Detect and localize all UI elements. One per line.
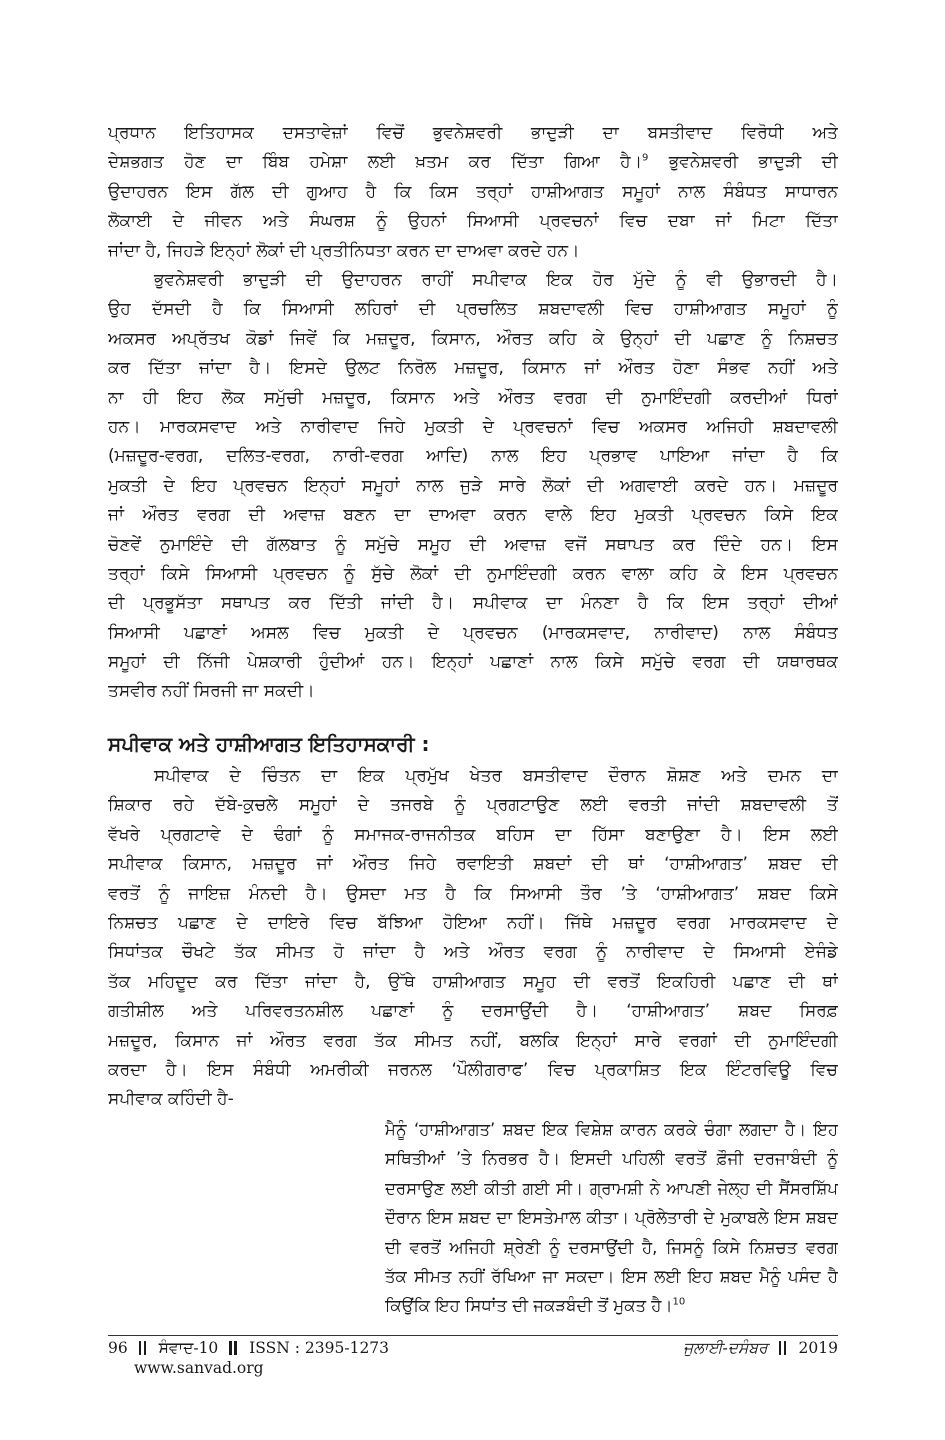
text-line: ਗਤੀਸ਼ੀਲ ਅਤੇ ਪਰਿਵਰਤਨਸ਼ੀਲ ਪਛਾਣਾਂ ਨੂੰ ਦਰਸਾਉਂਦੀ ਹੈ। ‘ਹਾਸ਼ੀਆਗਤ’ ਸ਼ਬਦ ਸਿਰਫ਼ [108,1001,838,1022]
text-line: ਜਾਂਦਾ ਹੈ, ਜਿਹੜੇ ਇਨ੍ਹਾਂ ਲੋਕਾਂ ਦੀ ਪ੍ਰਤੀਨਿਧਤਾ ਕਰਨ ਦਾ ਦਾਅਵਾ ਕਰਦੇ ਹਨ। [108,240,580,261]
issue-year: 2019 [798,1339,838,1357]
text-line: ਤਰ੍ਹਾਂ ਕਿਸੇ ਸਿਆਸੀ ਪ੍ਰਵਚਨ ਨੂੰ ਸੁੱਚੇ ਲੋਕਾਂ ਦੀ ਨੁਮਾਇੰਦਗੀ ਕਰਨ ਵਾਲਾ ਕਹਿ ਕੇ ਇਸ ਪ੍ਰਵਚਨ [108,563,838,584]
quote-line: ਤੱਕ ਸੀਮਤ ਨਹੀਂ ਰੱਖਿਆ ਜਾ ਸਕਦਾ। ਇਸ ਲਈ ਇਹ ਸ਼ਬਦ ਮੈਨੂੰ ਪਸੰਦ ਹੈ [385,1266,838,1286]
separator-bars-icon [139,1341,149,1355]
quote-line: ਦੌਰਾਨ ਇਸ ਸ਼ਬਦ ਦਾ ਇਸਤੇਮਾਲ ਕੀਤਾ। ਪ੍ਰੋਲੇਤਾਰੀ ਦੇ ਮੁਕਾਬਲੇ ਇਸ ਸ਼ਬਦ [385,1208,838,1228]
text-line: ਸ਼ਿਕਾਰ ਰਹੇ ਦੱਬੇ-ਕੁਚਲੇ ਸਮੂਹਾਂ ਦੇ ਤਜਰਬੇ ਨੂੰ ਪ੍ਰਗਟਾਉਣ ਲਈ ਵਰਤੀ ਜਾਂਦੀ ਸ਼ਬਦਾਵਲੀ ਤੋਂ [108,795,838,816]
paragraph-1 [108,119,838,266]
text-line: ਸਪੀਵਾਕ ਦੇ ਚਿੰਤਨ ਦਾ ਇਕ ਪ੍ਰਮੁੱਖ ਖੇਤਰ ਬਸਤੀਵਾਦ ਦੌਰਾਨ ਸ਼ੋਸ਼ਣ ਅਤੇ ਦਮਨ ਦਾ [154,766,838,786]
paragraph-2 [108,266,838,707]
text-line: ਸਪੀਵਾਕ ਕਹਿੰਦੀ ਹੈ- [108,1089,234,1110]
quote-line: ਸਥਿਤੀਆਂ ’ਤੇ ਨਿਰਭਰ ਹੈ। ਇਸਦੀ ਪਹਿਲੀ ਵਰਤੋਂ ਫ਼ੌਜੀ ਦਰਜਾਬੰਦੀ ਨੂੰ [385,1149,838,1169]
quote-line: ਦੀ ਵਰਤੋਂ ਅਜਿਹੀ ਸ਼੍ਰੇਣੀ ਨੂੰ ਦਰਸਾਉਂਦੀ ਹੈ, ਜਿਸਨੂੰ ਕਿਸੇ ਨਿਸ਼ਚਤ ਵਰਗ [385,1237,838,1257]
footer-left [108,1338,389,1358]
quote-line: ਮੈਨੂੰ ‘ਹਾਸ਼ੀਆਗਤ’ ਸ਼ਬਦ ਇਕ ਵਿਸ਼ੇਸ਼ ਕਾਰਨ ਕਰਕੇ ਚੰਗਾ ਲਗਦਾ ਹੈ। ਇਹ [385,1120,838,1139]
text-line: ਕਰ ਦਿੱਤਾ ਜਾਂਦਾ ਹੈ। ਇਸਦੇ ਉਲਟ ਨਿਰੋਲ ਮਜ਼ਦੂਰ, ਕਿਸਾਨ ਜਾਂ ਔਰਤ ਹੋਣਾ ਸੰਭਵ ਨਹੀਂ ਅਤੇ [108,358,838,379]
quote-line: ਦਰਸਾਉਣ ਲਈ ਕੀਤੀ ਗਈ ਸੀ। ਗ੍ਰਾਮਸ਼ੀ ਨੇ ਆਪਣੀ ਜੇਲ੍ਹ ਦੀ ਸੈਂਸਰਸ਼ਿੱਪ [385,1178,838,1198]
text-line: ਵੱਖਰੇ ਪ੍ਰਗਟਾਵੇ ਦੇ ਢੰਗਾਂ ਨੂੰ ਸਮਾਜਕ-ਰਾਜਨੀਤਕ ਬਹਿਸ ਦਾ ਹਿੱਸਾ ਬਣਾਉਣਾ ਹੈ। ਇਸ ਲਈ [108,824,838,845]
block-quote [385,1115,838,1321]
text-line: ਸਪੀਵਾਕ ਕਿਸਾਨ, ਮਜ਼ਦੂਰ ਜਾਂ ਔਰਤ ਜਿਹੇ ਰਵਾਇਤੀ ਸ਼ਬਦਾਂ ਦੀ ਥਾਂ ‘ਹਾਸ਼ੀਆਗਤ’ ਸ਼ਬਦ ਦੀ [108,854,838,875]
text-line: ਜਾਂ ਔਰਤ ਵਰਗ ਦੀ ਅਵਾਜ਼ ਬਣਨ ਦਾ ਦਾਅਵਾ ਕਰਨ ਵਾਲੇ ਇਹ ਮੁਕਤੀ ਪ੍ਰਵਚਨ ਕਿਸੇ ਇਕ [108,505,838,526]
text-line: ਕਰਦਾ ਹੈ। ਇਸ ਸੰਬੰਧੀ ਅਮਰੀਕੀ ਜਰਨਲ ‘ਪੌਲੀਗਰਾਫ’ ਵਿਚ ਪ੍ਰਕਾਸ਼ਿਤ ਇਕ ਇੰਟਰਵਿਊ ਵਿਚ [108,1059,838,1080]
footer-right [683,1338,838,1358]
journal-name: ਸੰਵਾਦ-10 [158,1339,219,1357]
text-line: ਦੇਸ਼ਭਗਤ ਹੋਣ ਦਾ ਬਿੰਬ ਹਮੇਸ਼ਾ ਲਈ ਖ਼ਤਮ ਕਰ ਦਿੱਤਾ ਗਿਆ ਹੈ।$^9$ ਭੁਵਨੇਸ਼ਵਰੀ ਭਾਦੁੜੀ ਦੀ [108,152,838,173]
text-line: (ਮਜ਼ਦੂਰ-ਵਰਗ, ਦਲਿਤ-ਵਰਗ, ਨਾਰੀ-ਵਰਗ ਆਦਿ) ਨਾਲ ਇਹ ਪ੍ਰਭਾਵ ਪਾਇਆ ਜਾਂਦਾ ਹੈ ਕਿ [108,446,838,467]
footnote-ref-9: 9 [642,152,649,164]
separator-bars-icon [229,1341,239,1355]
text-line: ਸਮੂਹਾਂ ਦੀ ਨਿੱਜੀ ਪੇਸ਼ਕਾਰੀ ਹੁੰਦੀਆਂ ਹਨ। ਇਨ੍ਹਾਂ ਪਛਾਣਾਂ ਨਾਲ ਕਿਸੇ ਸਮੁੱਚੇ ਵਰਗ ਦੀ ਯਥਾਰਥਕ [108,652,838,673]
issn: ISSN : 2395-1273 [249,1339,390,1357]
text-line: ਚੋਣਵੇਂ ਨੁਮਾਇੰਦੇ ਦੀ ਗੱਲਬਾਤ ਨੂੰ ਸਮੁੱਚੇ ਸਮੂਹ ਦੀ ਅਵਾਜ਼ ਵਜੋਂ ਸਥਾਪਤ ਕਰ ਦਿੰਦੇ ਹਨ। ਇਸ [108,534,838,555]
text-line: ਲੋਕਾਈ ਦੇ ਜੀਵਨ ਅਤੇ ਸੰਘਰਸ਼ ਨੂੰ ਉਹਨਾਂ ਸਿਆਸੀ ਪ੍ਰਵਚਨਾਂ ਵਿਚ ਦਬਾ ਜਾਂ ਮਿਟਾ ਦਿੱਤਾ [108,211,838,232]
text-line: ਉਹ ਦੱਸਦੀ ਹੈ ਕਿ ਸਿਆਸੀ ਲਹਿਰਾਂ ਦੀ ਪ੍ਰਚਲਿਤ ਸ਼ਬਦਾਵਲੀ ਵਿਚ ਹਾਸ਼ੀਆਗਤ ਸਮੂਹਾਂ ਨੂੰ [108,299,838,320]
page-number: 96 [108,1339,128,1357]
issue-period: ਜੁਲਾਈ-ਦਸੰਬਰ [683,1339,768,1357]
quote-line: ਕਿਉਂਕਿ ਇਹ ਸਿਧਾਂਤ ਦੀ ਜਕੜਬੰਦੀ ਤੋਂ ਮੁਕਤ ਹੈ।$^{10}$ [385,1296,686,1316]
text-line: ਨਾ ਹੀ ਇਹ ਲੋਕ ਸਮੁੱਚੀ ਮਜ਼ਦੂਰ, ਕਿਸਾਨ ਅਤੇ ਔਰਤ ਵਰਗ ਦੀ ਨੁਮਾਇੰਦਗੀ ਕਰਦੀਆਂ ਧਿਰਾਂ [108,387,838,408]
text-line: ਤੱਕ ਮਹਿਦੂਦ ਕਰ ਦਿੱਤਾ ਜਾਂਦਾ ਹੈ, ਉੱਥੇ ਹਾਸ਼ੀਆਗਤ ਸਮੂਹ ਦੀ ਵਰਤੋਂ ਇਕਹਿਰੀ ਪਛਾਣ ਦੀ ਥਾਂ [108,971,838,992]
text-line: ਪ੍ਰਧਾਨ ਇਤਿਹਾਸਕ ਦਸਤਾਵੇਜ਼ਾਂ ਵਿਚੋਂ ਭੁਵਨੇਸ਼ਵਰੀ ਭਾਦੁੜੀ ਦਾ ਬਸਤੀਵਾਦ ਵਿਰੋਧੀ ਅਤੇ [108,123,838,143]
separator-bars-icon [779,1341,789,1355]
text-line: ਅਕਸਰ ਅਪ੍ਰੱਤਖ ਕੋਡਾਂ ਜਿਵੇਂ ਕਿ ਮਜ਼ਦੂਰ, ਕਿਸਾਨ, ਔਰਤ ਕਹਿ ਕੇ ਉਨ੍ਹਾਂ ਦੀ ਪਛਾਣ ਨੂੰ ਨਿਸ਼ਚਤ [108,328,838,349]
text-line: ਮਜ਼ਦੂਰ, ਕਿਸਾਨ ਜਾਂ ਔਰਤ ਵਰਗ ਤੱਕ ਸੀਮਤ ਨਹੀਂ, ਬਲਕਿ ਇਨ੍ਹਾਂ ਸਾਰੇ ਵਰਗਾਂ ਦੀ ਨੁਮਾਇੰਦਗੀ [108,1030,838,1051]
footer-rule [108,1335,838,1336]
text-line: ਭੁਵਨੇਸ਼ਵਰੀ ਭਾਦੁੜੀ ਦੀ ਉਦਾਹਰਨ ਰਾਹੀਂ ਸਪੀਵਾਕ ਇਕ ਹੋਰ ਮੁੱਦੇ ਨੂੰ ਵੀ ਉਭਾਰਦੀ ਹੈ। [154,270,838,290]
text-line: ਸਿਧਾਂਤਕ ਚੌਖਟੇ ਤੱਕ ਸੀਮਤ ਹੋ ਜਾਂਦਾ ਹੈ ਅਤੇ ਔਰਤ ਵਰਗ ਨੂੰ ਨਾਰੀਵਾਦ ਦੇ ਸਿਆਸੀ ਏਜੰਡੇ [108,942,838,963]
text-line: ਸਿਆਸੀ ਪਛਾਣਾਂ ਅਸਲ ਵਿਚ ਮੁਕਤੀ ਦੇ ਪ੍ਰਵਚਨ (ਮਾਰਕਸਵਾਦ, ਨਾਰੀਵਾਦ) ਨਾਲ ਸੰਬੰਧਤ [108,622,838,643]
text-line: ਹਨ। ਮਾਰਕਸਵਾਦ ਅਤੇ ਨਾਰੀਵਾਦ ਜਿਹੇ ਮੁਕਤੀ ਦੇ ਪ੍ਰਵਚਨਾਂ ਵਿਚ ਅਕਸਰ ਅਜਿਹੀ ਸ਼ਬਦਾਵਲੀ [108,416,838,437]
text-line: ਨਿਸ਼ਚਤ ਪਛਾਣ ਦੇ ਦਾਇਰੇ ਵਿਚ ਬੱਝਿਆ ਹੋਇਆ ਨਹੀਂ। ਜਿੱਥੇ ਮਜ਼ਦੂਰ ਵਰਗ ਮਾਰਕਸਵਾਦ ਦੇ [108,912,838,933]
text-line: ਮੁਕਤੀ ਦੇ ਇਹ ਪ੍ਰਵਚਨ ਇਨ੍ਹਾਂ ਸਮੂਹਾਂ ਨਾਲ ਜੁੜੇ ਸਾਰੇ ਲੋਕਾਂ ਦੀ ਅਗਵਾਈ ਕਰਦੇ ਹਨ। ਮਜ਼ਦੂਰ [108,475,838,496]
website-url[interactable]: www.sanvad.org [134,1359,264,1377]
text-line: ਤਸਵੀਰ ਨਹੀਂ ਸਿਰਜੀ ਜਾ ਸਕਦੀ। [108,681,315,702]
text-line: ਵਰਤੋਂ ਨੂੰ ਜਾਇਜ਼ ਮੰਨਦੀ ਹੈ। ਉਸਦਾ ਮਤ ਹੈ ਕਿ ਸਿਆਸੀ ਤੌਰ ’ਤੇ ‘ਹਾਸ਼ੀਆਗਤ’ ਸ਼ਬਦ ਕਿਸੇ [108,883,838,904]
footnote-ref-10: 10 [672,1296,686,1308]
text-line: ਉਦਾਹਰਨ ਇਸ ਗੱਲ ਦੀ ਗੁਆਹ ਹੈ ਕਿ ਕਿਸ ਤਰ੍ਹਾਂ ਹਾਸ਼ੀਆਗਤ ਸਮੂਹਾਂ ਨਾਲ ਸੰਬੰਧਤ ਸਾਧਾਰਨ [108,181,838,202]
section-heading: ਸਪੀਵਾਕ ਅਤੇ ਹਾਸ਼ੀਆਗਤ ਇਤਿਹਾਸਕਾਰੀ : [108,732,430,756]
paragraph-3 [108,762,838,1115]
text-line: ਦੀ ਪ੍ਰਭੂਸੱਤਾ ਸਥਾਪਤ ਕਰ ਦਿੱਤੀ ਜਾਂਦੀ ਹੈ। ਸਪੀਵਾਕ ਦਾ ਮੰਨਣਾ ਹੈ ਕਿ ਇਸ ਤਰ੍ਹਾਂ ਦੀਆਂ [108,593,838,614]
